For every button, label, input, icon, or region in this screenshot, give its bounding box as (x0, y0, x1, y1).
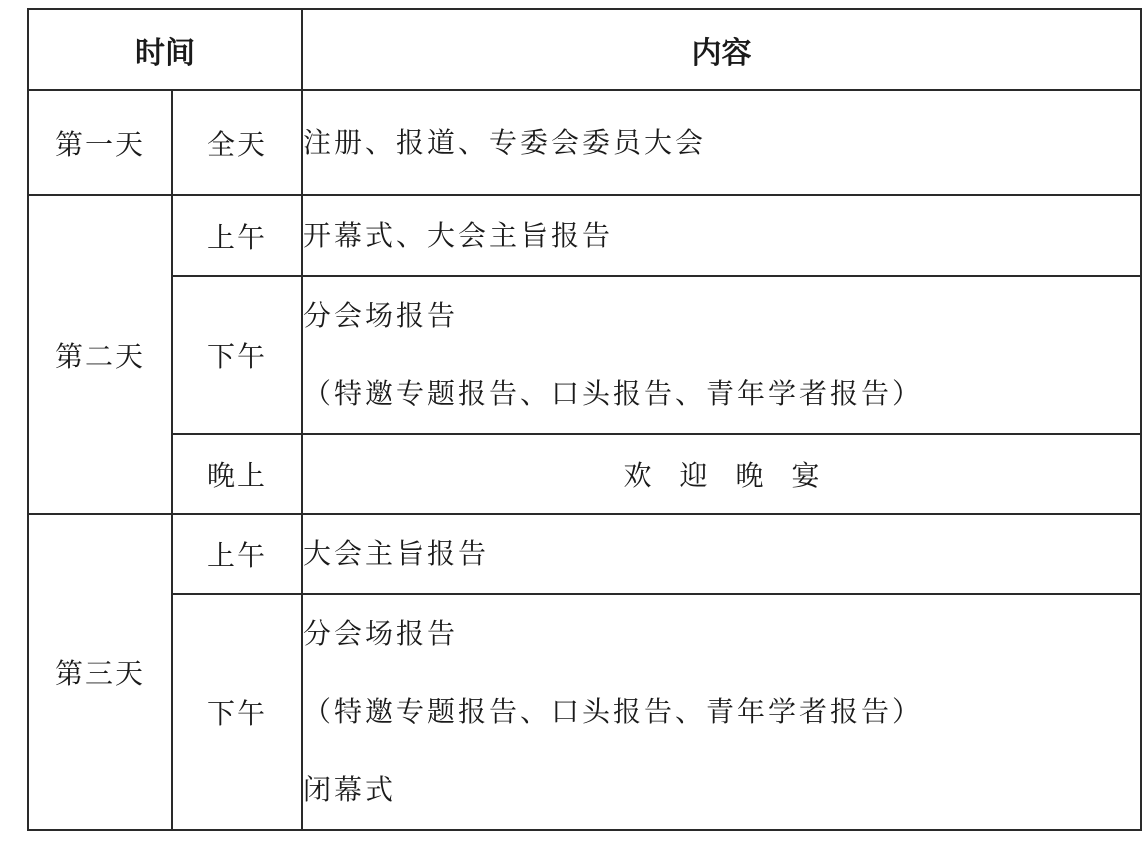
period-label: 下午 (172, 594, 302, 830)
period-label: 晚上 (172, 434, 302, 514)
period-label: 下午 (172, 276, 302, 434)
content-line: 闭幕式 (303, 773, 397, 806)
content-line: 开幕式、大会主旨报告 (303, 218, 614, 252)
day-label: 第二天 (28, 195, 172, 514)
session-content (302, 90, 1141, 195)
table-row (28, 594, 1141, 830)
table-row (28, 276, 1141, 434)
session-content (302, 276, 1141, 434)
session-content (302, 434, 1141, 514)
session-content (302, 195, 1141, 276)
content-line: 注册、报道、专委会委员大会 (303, 125, 707, 159)
content-line: 欢迎晚宴 (623, 459, 848, 492)
content-line: 大会主旨报告 (303, 537, 490, 570)
content-line: 分会场报告 (303, 617, 459, 650)
header-row (28, 9, 1141, 90)
table-row (28, 434, 1141, 514)
day-label: 第三天 (28, 514, 172, 830)
header-content: 内容 (302, 9, 1141, 90)
conference-schedule-table (27, 8, 1142, 831)
session-content (302, 514, 1141, 594)
content-line: 分会场报告 (303, 299, 459, 332)
table-row (28, 514, 1141, 594)
content-line: （特邀专题报告、口头报告、青年学者报告） (303, 377, 924, 410)
period-label: 上午 (172, 514, 302, 594)
content-line: （特邀专题报告、口头报告、青年学者报告） (303, 695, 924, 728)
period-label: 全天 (172, 90, 302, 195)
session-content (302, 594, 1141, 830)
day-label: 第一天 (28, 90, 172, 195)
table-row (28, 195, 1141, 276)
header-time: 时间 (28, 9, 302, 90)
table-row (28, 90, 1141, 195)
period-label: 上午 (172, 195, 302, 276)
